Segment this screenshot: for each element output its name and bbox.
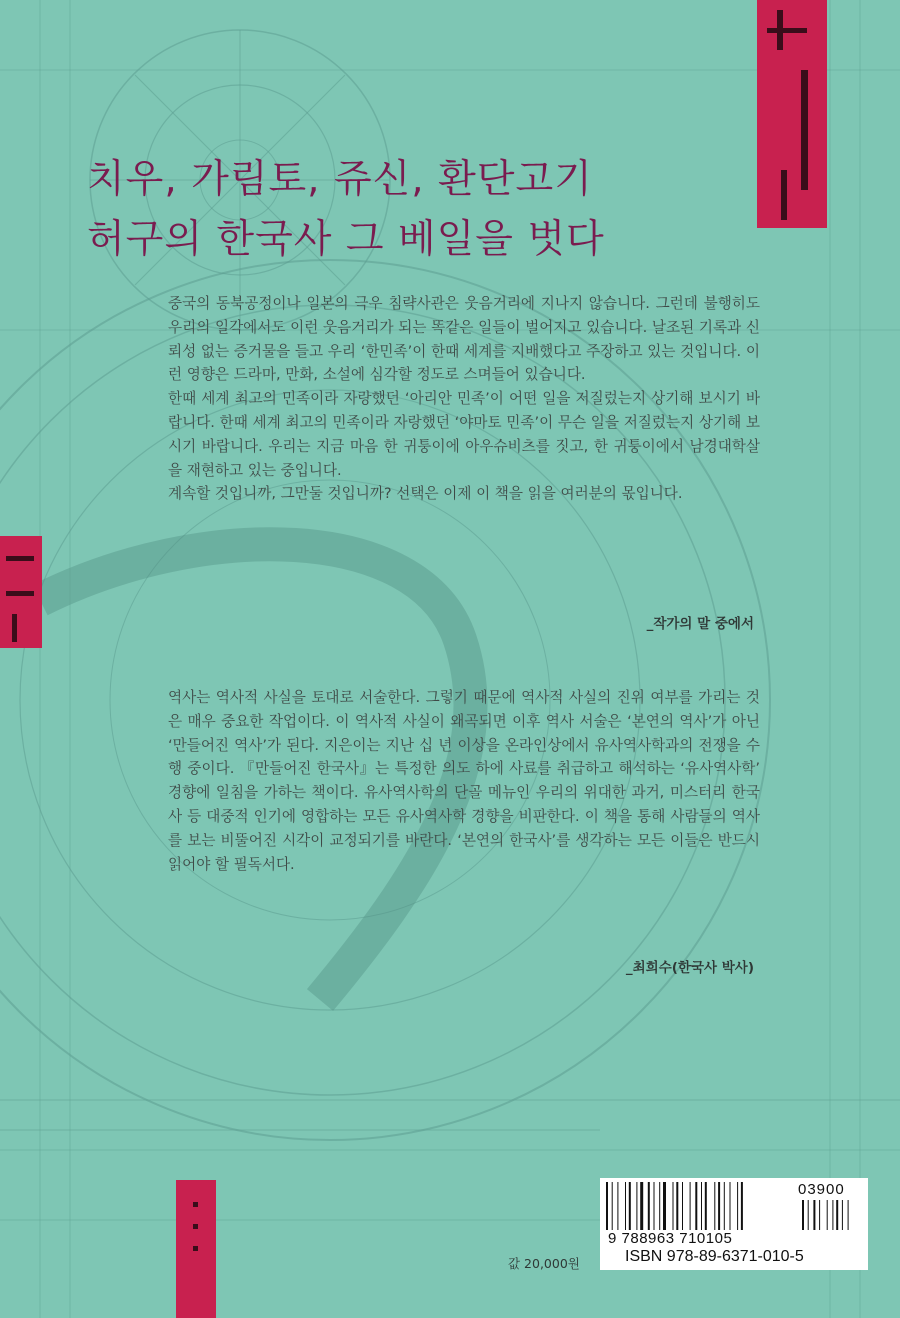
review bbox=[168, 686, 760, 876]
barcode-bar bbox=[648, 1182, 650, 1230]
barcode-addon-bar bbox=[836, 1200, 838, 1230]
author-note-attribution: _작가의 말 중에서 bbox=[646, 616, 754, 632]
isbn-number: ISBN 978-89-6371-010-5 bbox=[625, 1248, 804, 1265]
barcode-bar bbox=[640, 1182, 643, 1230]
barcode-bar bbox=[705, 1182, 707, 1230]
barcode-addon-code: 03900 bbox=[798, 1181, 845, 1198]
barcode-bar bbox=[741, 1182, 743, 1230]
author-note bbox=[168, 292, 760, 506]
barcode-addon-bar bbox=[808, 1200, 809, 1230]
author-note-paragraph: 계속할 것입니까, 그만둘 것입니까? 선택은 이제 이 책을 읽을 여러분의 몫입니다. bbox=[168, 485, 683, 503]
headline-line-1: 치우, 가림토, 쥬신, 환단고기 bbox=[87, 157, 593, 202]
barcode-bar bbox=[701, 1182, 702, 1230]
review-attribution: _최희수(한국사 박사) bbox=[625, 960, 754, 976]
barcode-bar bbox=[617, 1182, 618, 1230]
barcode-bar bbox=[606, 1182, 608, 1230]
barcode-bar bbox=[690, 1182, 691, 1230]
barcode-addon-bar bbox=[802, 1200, 804, 1230]
barcode-addon-bar bbox=[842, 1200, 843, 1230]
red-accent-tab-bottom bbox=[176, 1180, 216, 1318]
barcode-bar bbox=[730, 1182, 731, 1230]
barcode-bar bbox=[629, 1182, 631, 1230]
review-paragraph: 역사는 역사적 사실을 토대로 서술한다. 그렇기 때문에 역사적 사실의 진위 여부를 가리는 것은 매우 중요한 작업이다. 이 역사적 사실이 왜곡되면 이후 역사 서술은 ‘본연의 역사’가 아닌 ‘만들어진 역사’가 된다. 지은이는 지난 십 년 이상을 온라인상에서 유사역사학과의 전쟁을 수행 중이다. 『만들어진 한국사』는 특정한 의도 하에 사료를 취급하고 해석하는 ‘유사역사학’ 경향에 일침을 가하는 책이다. 유사역사학의 단골 메뉴인 우리의 위대한 과거, 미스터리 한국사 등 대중적 인기에 영합하는 모든 유사역사학 경향을 비판한다. 이 책을 통해 사람들의 역사를 보는 비뚤어진 시각이 교정되기를 바란다. ‘본연의 한국사’를 생각하는 모든 이들은 반드시 읽어야 할 필독서다. bbox=[168, 689, 760, 873]
barcode-bar bbox=[673, 1182, 674, 1230]
barcode-bar bbox=[718, 1182, 720, 1230]
author-note-paragraph: 한때 세계 최고의 민족이라 자랑했던 ‘아리안 민족’이 어떤 일을 저질렀는지 상기해 보시기 바랍니다. 한때 세계 최고의 민족이라 자랑했던 ‘야마토 민족’이 무슨 일을 저질렀는지 상기해 보시기 바랍니다. 우리는 지금 마음 한 귀퉁이에 아우슈비츠를 짓고, 한 귀퉁이에서 남경대학살을 재현하고 있는 중입니다. bbox=[168, 390, 760, 479]
barcode-addon-bar bbox=[832, 1200, 833, 1230]
barcode-addon-bar bbox=[813, 1200, 815, 1230]
red-accent-tab-top bbox=[757, 0, 827, 228]
barcode-bar bbox=[724, 1182, 725, 1230]
barcode-ean-digits: 9 788963 710105 bbox=[608, 1230, 733, 1247]
barcode-addon-bar bbox=[848, 1200, 849, 1230]
red-accent-tab-left bbox=[0, 536, 42, 648]
isbn-barcode bbox=[600, 1178, 868, 1270]
barcode-bar bbox=[737, 1182, 738, 1230]
barcode-bar bbox=[625, 1182, 626, 1230]
barcode-bar bbox=[659, 1182, 660, 1230]
author-note-paragraph: 중국의 동북공정이나 일본의 극우 침략사관은 웃음거리에 지나지 않습니다. 그런데 불행히도 우리의 일각에서도 이런 웃음거리가 되는 똑같은 일들이 벌어지고 있습니다. 날조된 기록과 신뢰성 없는 증거물을 들고 우리 ‘한민족’이 한때 세계를 지배했다고 주장하고 있는 것입니다. 이런 영향은 드라마, 만화, 소설에 심각할 정도로 스며들어 있습니다. bbox=[168, 295, 760, 384]
barcode-addon-bar bbox=[827, 1200, 828, 1230]
barcode-bar bbox=[663, 1182, 666, 1230]
barcode-bar bbox=[714, 1182, 715, 1230]
barcode-bar bbox=[612, 1182, 613, 1230]
barcode-bar bbox=[676, 1182, 678, 1230]
price-label: 값 20,000원 bbox=[508, 1256, 580, 1271]
headline-line-2: 허구의 한국사 그 베일을 벗다 bbox=[87, 217, 605, 262]
barcode-bar bbox=[636, 1182, 637, 1230]
barcode-addon-bar bbox=[819, 1200, 820, 1230]
barcode-bar bbox=[682, 1182, 683, 1230]
barcode-bar bbox=[654, 1182, 655, 1230]
barcode-bar bbox=[695, 1182, 697, 1230]
